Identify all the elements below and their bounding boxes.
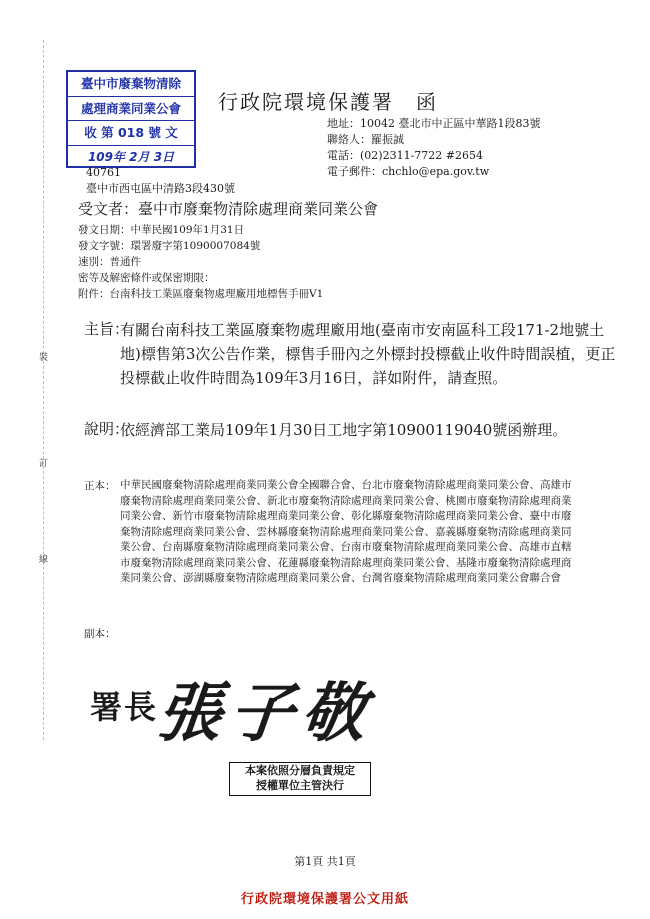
- page-number: 第1頁 共1頁: [294, 855, 356, 868]
- stamp-line-1: 臺中市廢棄物清除: [68, 72, 194, 97]
- binding-mark-top: 裝: [39, 353, 49, 363]
- main-recipients-label: 正本：: [84, 480, 116, 492]
- delivery-speed: 速別：普通件: [78, 256, 141, 268]
- stamp-line-2: 處理商業同業公會: [68, 97, 194, 122]
- attachment: 附件：台南科技工業區廢棄物處理廠用地標售手冊V1: [78, 288, 324, 300]
- document-title: 行政院環境保護署 函: [218, 90, 438, 114]
- security-level: 密等及解密條件或保密期限：: [78, 272, 215, 284]
- subject-label: 主旨：: [84, 320, 130, 338]
- binding-mark-middle: 訂: [39, 459, 49, 469]
- recipient-postal-code: 40761: [86, 166, 121, 179]
- binding-dash-line: [43, 40, 44, 740]
- form-footer: 行政院環境保護署公文用紙: [240, 892, 409, 907]
- document-number: 發文字號：環署廢字第1090007084號: [78, 240, 261, 252]
- received-stamp: [66, 70, 196, 168]
- signatory-name: 張子敬: [153, 676, 378, 751]
- delegation-stamp: [229, 762, 371, 796]
- binding-mark-bottom: 線: [39, 555, 49, 565]
- sender-address: 地址：10042 臺北市中正區中華路1段83號: [327, 117, 541, 130]
- stamp-line-4: 109年 2月 3日: [87, 149, 175, 164]
- copy-recipients-label: 副本：: [84, 628, 116, 640]
- delegation-line-2: 授權單位主管決行: [256, 779, 344, 792]
- stamp-line-3: 收 第 018 號 文: [68, 121, 194, 146]
- signatory-title: 署長: [90, 688, 159, 726]
- recipient-name: 受文者：臺中市廢棄物清除處理商業同業公會: [78, 200, 379, 218]
- recipient-address: 臺中市西屯區中清路3段430號: [86, 182, 235, 195]
- contact-person: 聯絡人：羅振誠: [327, 133, 404, 146]
- subject-text: 有關台南科技工業區廢棄物處理廠用地(臺南市安南區科工段171-2地號土地)標售第3次公告作業，標售手冊內之外標封投標截止收件時間誤植，更正投標截止收件時間為109年3月16日，詳如附件，請查照。: [120, 321, 616, 387]
- main-recipients-text: 中華民國廢棄物清除處理商業同業公會全國聯合會、台北市廢棄物清除處理商業同業公會、高雄市廢棄物清除處理商業同業公會、新北市廢棄物清除處理商業同業公會、桃園市廢棄物清除處理商業同業公會、新竹市廢棄物清除處理商業同業公會、彰化縣廢棄物清除處理商業同業公會、臺中市廢棄物清除處理商業同業公會、雲林縣廢棄物清除處理商業同業公會、嘉義縣廢棄物清除處理商業同業公會、台南縣廢棄物清除處理商業同業公會、台南市廢棄物清除處理商業同業公會、高雄市直轄市廢棄物清除處理商業同業公會、花蓮縣廢棄物清除處理商業同業公會、基隆市廢棄物清除處理商業同業公會、澎湖縣廢棄物清除處理商業同業公會、台灣省廢棄物清除處理商業同業公會聯合會: [120, 479, 572, 584]
- contact-email: 電子郵件：chchlo@epa.gov.tw: [327, 165, 490, 178]
- delegation-line-1: 本案依照分層負責規定: [245, 764, 355, 777]
- issue-date: 發文日期：中華民國109年1月31日: [78, 224, 245, 236]
- explanation-label: 說明：: [84, 420, 130, 438]
- contact-phone: 電話：(02)2311-7722 #2654: [327, 149, 483, 162]
- explanation-text: 依經濟部工業局109年1月30日工地字第10900119040號函辦理。: [120, 421, 568, 439]
